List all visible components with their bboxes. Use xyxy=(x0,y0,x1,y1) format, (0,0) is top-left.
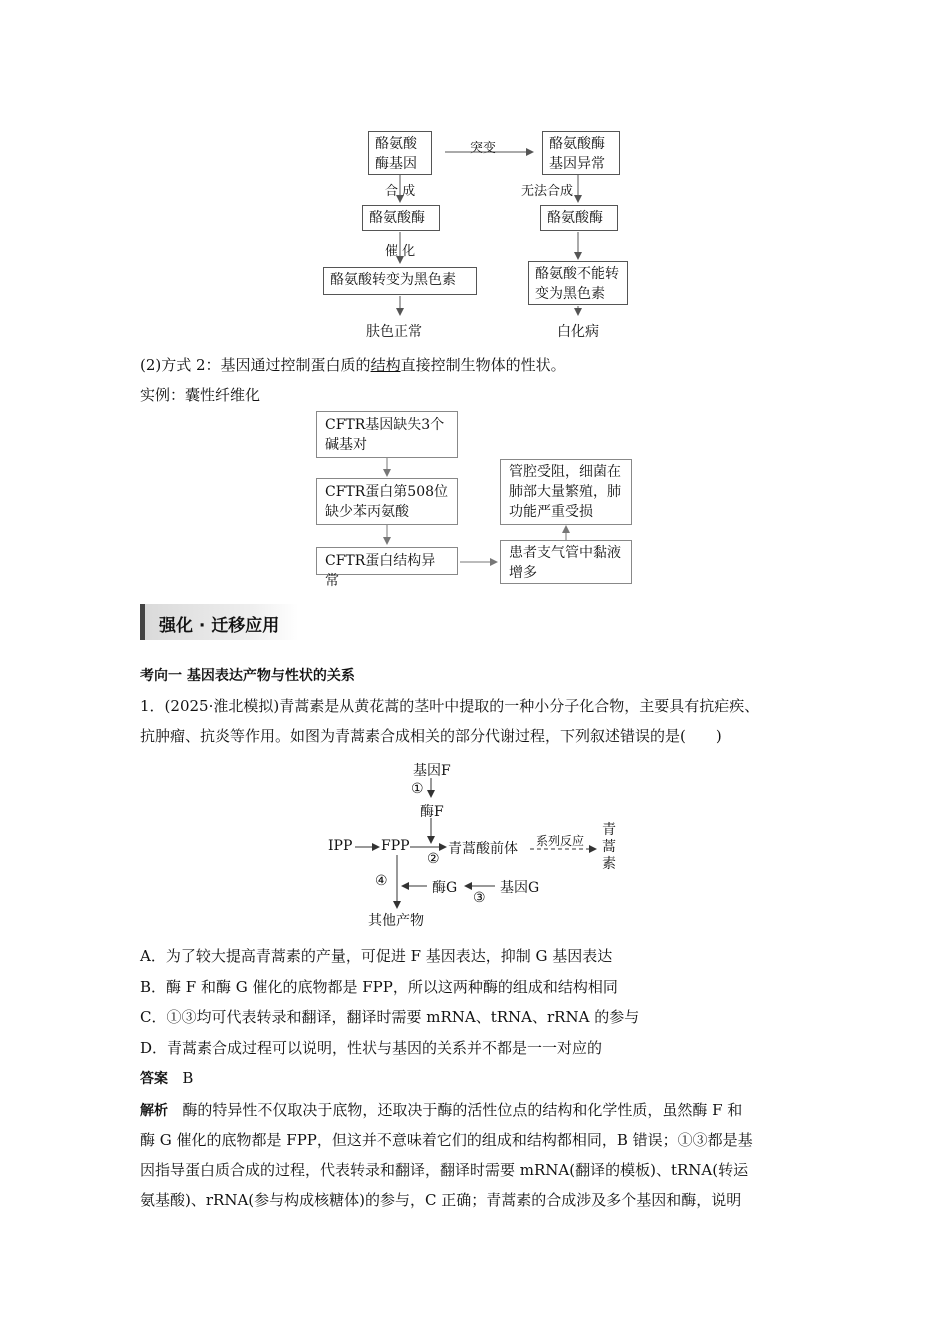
tyrosinase-box-left: 酪氨酸酶 xyxy=(362,205,440,231)
analysis-line-4: 氨基酸)、rRNA(参与构成核糖体)的参与，C 正确；青蒿素的合成涉及多个基因和酶，说明 xyxy=(140,1191,742,1209)
other-products-label: 其他产物 xyxy=(368,913,424,929)
step-2-label: ② xyxy=(427,851,440,867)
synthesis-label: 合 成 xyxy=(385,184,416,199)
cftr-protein-box: CFTR蛋白第508位缺少苯丙氨酸 xyxy=(316,478,458,525)
artemisinin-label: 青蒿素 xyxy=(602,822,616,872)
precursor-label: 青蒿酸前体 xyxy=(448,841,518,857)
example-label: 实例：囊性纤维化 xyxy=(140,386,261,404)
series-reaction-label: 系列反应 xyxy=(536,834,585,848)
analysis-text-1: 酶的特异性不仅取决于底物，还取决于酶的活性位点的结构和化学性质，虽然酶 F 和 xyxy=(182,1101,743,1119)
topic-heading: 考向一 基因表达产物与性状的关系 xyxy=(140,668,355,684)
cftr-structure-box: CFTR蛋白结构异常 xyxy=(316,547,458,575)
method2-suffix: 直接控制生物体的性状。 xyxy=(400,356,566,374)
step-4-label: ④ xyxy=(375,873,388,889)
answer-line xyxy=(140,1068,193,1088)
mutation-label: 突变 xyxy=(470,141,497,156)
lung-damage-box: 管腔受阻，细菌在肺部大量繁殖，肺功能严重受损 xyxy=(500,459,632,525)
gene-g-label: 基因G xyxy=(500,880,540,896)
answer-value: B xyxy=(182,1069,194,1087)
albinism-text: 白化病 xyxy=(557,324,599,340)
analysis-line-2: 酶 G 催化的底物都是 FPP，但这并不意味着它们的组成和结构都相同，B 错误；①③都是基 xyxy=(140,1131,753,1149)
abnormal-gene-box: 酪氨酸酶基因异常 xyxy=(542,131,620,175)
ipp-label: IPP xyxy=(328,838,353,854)
catalysis-label: 催 化 xyxy=(385,244,416,259)
step-3-label: ③ xyxy=(473,890,486,906)
method2-prefix: (2)方式 2：基因通过控制蛋白质的 xyxy=(140,356,371,374)
normal-skin-color-text: 肤色正常 xyxy=(366,324,422,340)
section-title: 强化 · 迁移应用 xyxy=(159,616,280,636)
cftr-gene-box: CFTR基因缺失3个碱基对 xyxy=(316,411,458,458)
analysis-line-3: 因指导蛋白质合成的过程，代表转录和翻译，翻译时需要 mRNA(翻译的模板)、tRNA(转运 xyxy=(140,1161,749,1179)
fpp-label: FPP xyxy=(381,838,410,854)
tyrosine-to-melanin-box: 酪氨酸转变为黑色素 xyxy=(323,267,477,295)
answer-label: 答案 xyxy=(140,1071,168,1087)
analysis-line-1 xyxy=(140,1099,742,1120)
option-b: B．酶 F 和酶 G 催化的底物都是 FPP，所以这两种酶的组成和结构相同 xyxy=(140,978,618,996)
tyrosinase-box-right: 酪氨酸酶 xyxy=(540,205,618,231)
question-line-2: 抗肿瘤、抗炎等作用。如图为青蒿素合成相关的部分代谢过程，下列叙述错误的是( ) xyxy=(140,727,722,745)
gene-f-label: 基因F xyxy=(413,763,451,779)
enzyme-f-label: 酶F xyxy=(420,804,444,820)
option-d: D．青蒿素合成过程可以说明，性状与基因的关系并不都是一一对应的 xyxy=(140,1039,603,1057)
question-line-1: 1．(2025·淮北模拟)青蒿素是从黄花蒿的茎叶中提取的一种小分子化合物，主要具有抗疟疾、 xyxy=(140,697,760,715)
option-c: C．①③均可代表转录和翻译，翻译时需要 mRNA、tRNA、rRNA 的参与 xyxy=(140,1008,640,1026)
method2-underlined: 结构 xyxy=(370,356,401,374)
tyrosinase-gene-box: 酪氨酸酶基因 xyxy=(368,131,432,175)
tyrosine-cannot-convert-box: 酪氨酸不能转变为黑色素 xyxy=(528,261,628,305)
option-a: A．为了较大提高青蒿素的产量，可促进 F 基因表达，抑制 G 基因表达 xyxy=(140,947,613,965)
enzyme-g-label: 酶G xyxy=(432,880,458,896)
analysis-label: 解析 xyxy=(140,1103,168,1119)
mucus-box: 患者支气管中黏液增多 xyxy=(500,540,632,584)
cannot-synthesize-label: 无法合成 xyxy=(521,184,574,199)
step-1-label: ① xyxy=(411,781,424,797)
